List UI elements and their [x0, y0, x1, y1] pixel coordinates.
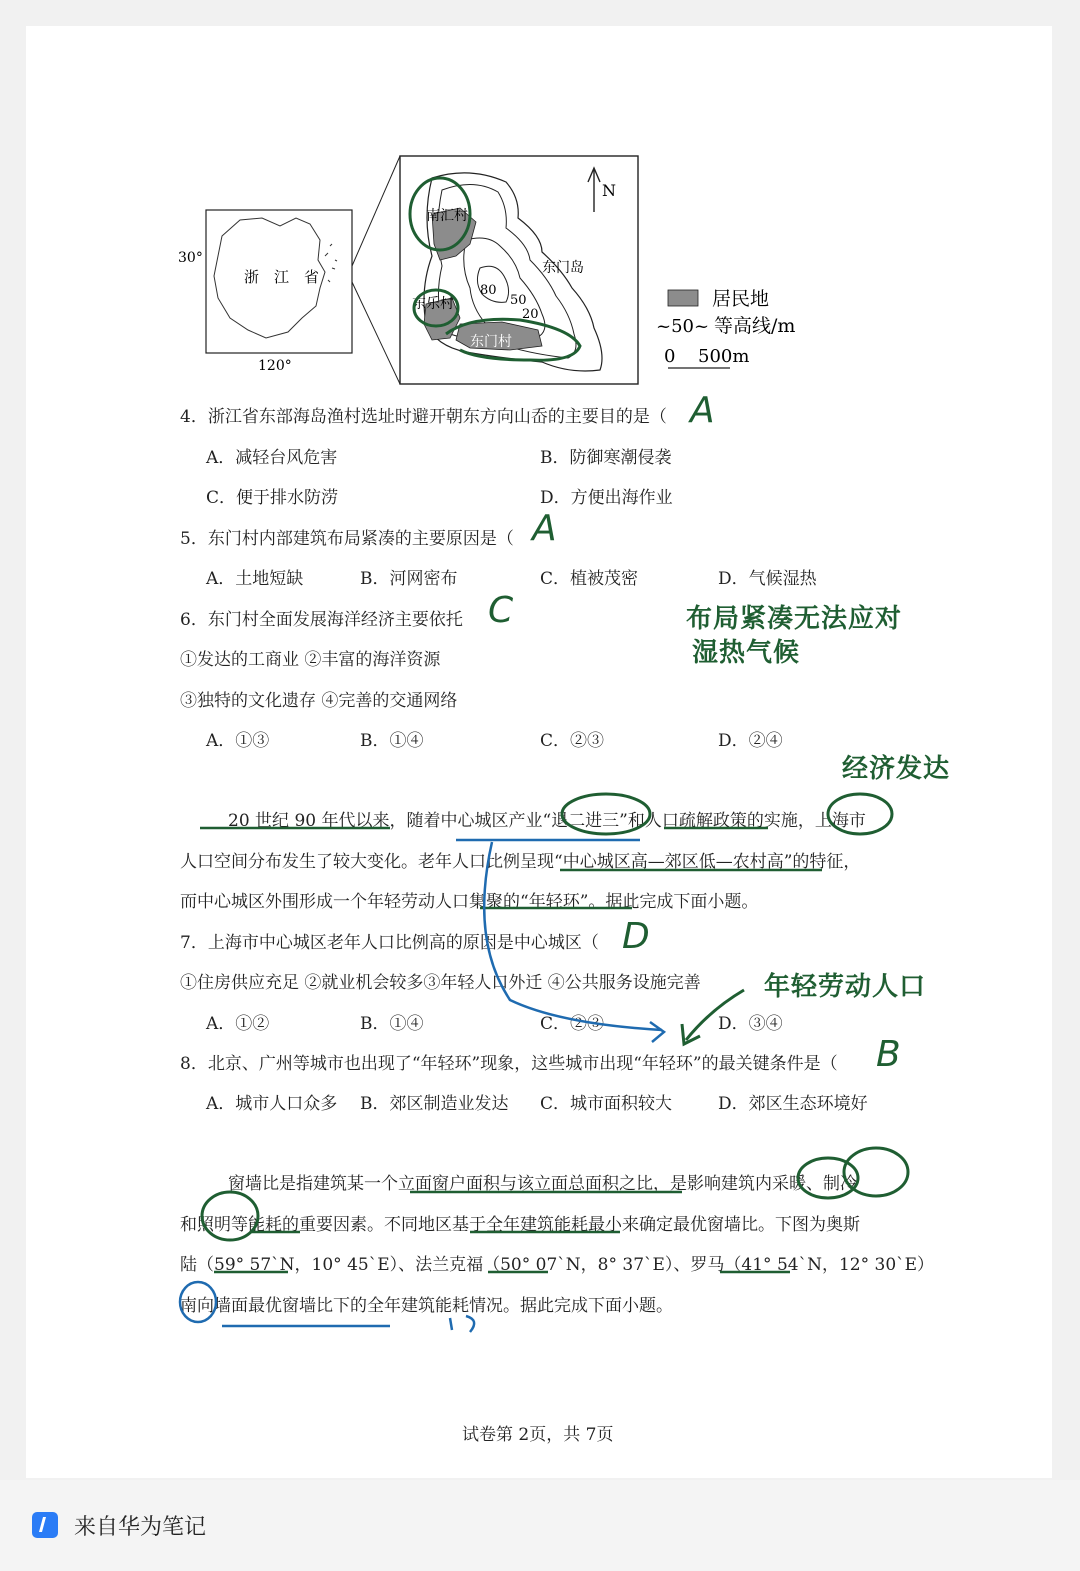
handwritten-note-young-labor: 年轻劳动人口: [764, 972, 927, 1002]
legend-scale-length: 500m: [698, 346, 750, 367]
passage1-line3: 而中心城区外围形成一个年轻劳动人口集聚的“年轻环”。据此完成下面小题。: [180, 892, 759, 912]
app-footer-label: 来自华为笔记: [74, 1515, 207, 1540]
q5-option-d: D．气候湿热: [718, 569, 817, 589]
province-label: 浙 江 省: [244, 268, 320, 286]
legend-settlement-label: 居民地: [712, 288, 770, 310]
q7-option-a: A．①②: [206, 1014, 270, 1034]
q5-handwritten-answer: A: [532, 508, 557, 549]
lon-label: 120°: [258, 358, 292, 374]
q6-option-b: B．①④: [360, 731, 424, 751]
q5-option-a: A．土地短缺: [206, 569, 304, 589]
contour-label-80: 80: [480, 283, 497, 298]
handwritten-note-economy: 经济发达: [842, 754, 951, 784]
contour-label-50: 50: [510, 293, 527, 308]
q4-option-b: B．防御寒潮侵袭: [540, 448, 672, 468]
q7-statements: ①住房供应充足 ②就业机会较多③年轻人口外迁 ④公共服务设施完善: [180, 973, 701, 993]
q4-option-d: D．方便出海作业: [540, 488, 673, 508]
lat-label: 30°: [178, 250, 203, 266]
legend-scale-zero: 0: [664, 346, 676, 367]
huawei-notes-icon: [32, 1512, 58, 1538]
q6-option-c: C．②③: [540, 731, 605, 751]
q7-option-c: C．②③: [540, 1014, 605, 1034]
q6-statements-2: ③独特的文化遗存 ④完善的交通网络: [180, 691, 458, 711]
handwritten-note-climate: 湿热气候: [692, 638, 801, 668]
q7-option-b: B．①④: [360, 1014, 424, 1034]
place-nanhui: 南汇村: [426, 208, 468, 224]
page-number: 试卷第 2页，共 7页: [462, 1425, 614, 1445]
passage1-line2: 人口空间分布发生了较大变化。老年人口比例呈现“中心城区高—郊区低—农村高”的特征，: [180, 852, 861, 872]
q8-stem: 8．北京、广州等城市也出现了“年轻环”现象，这些城市出现“年轻环”的最关键条件是（: [180, 1054, 838, 1074]
q4-handwritten-answer: A: [690, 390, 715, 431]
passage2-line1: 窗墙比是指建筑某一个立面窗户面积与该立面总面积之比，是影响建筑内采暖、制冷: [228, 1174, 857, 1194]
q8-option-a: A．城市人口众多: [206, 1094, 338, 1114]
q5-option-c: C．植被茂密: [540, 569, 639, 589]
q8-option-c: C．城市面积较大: [540, 1094, 673, 1114]
passage2-line4: 南向墙面最优窗墙比下的全年建筑能耗情况。据此完成下面小题。: [180, 1296, 673, 1316]
q8-option-b: B．郊区制造业发达: [360, 1094, 509, 1114]
q7-option-d: D．③④: [718, 1014, 783, 1034]
passage1-line1: 20 世纪 90 年代以来，随着中心城区产业“退二进三”和人口疏解政策的实施，上海市: [228, 811, 866, 831]
contour-label-20: 20: [522, 307, 539, 322]
q4-option-a: A．减轻台风危害: [206, 448, 338, 468]
handwritten-note-layout: 布局紧凑无法应对: [686, 604, 903, 634]
north-label: N: [602, 181, 616, 200]
app-footer-bar: [0, 1480, 1080, 1571]
q6-statements-1: ①发达的工商业 ②丰富的海洋资源: [180, 650, 441, 670]
q6-option-a: A．①③: [206, 731, 270, 751]
place-dongmen-island: 东门岛: [542, 260, 584, 276]
passage2-line2: 和照明等能耗的重要因素。不同地区基于全年建筑能耗最小来确定最优窗墙比。下图为奥斯: [180, 1215, 860, 1235]
q5-option-b: B．河网密布: [360, 569, 458, 589]
q7-handwritten-answer: D: [622, 916, 650, 957]
q7-stem: 7．上海市中心城区老年人口比例高的原因是中心城区（: [180, 933, 599, 953]
q8-option-d: D．郊区生态环境好: [718, 1094, 868, 1114]
place-dongmen-village: 东门村: [470, 334, 512, 350]
passage2-line3: 陆（59° 57`N，10° 45`E）、法兰克福（50° 07`N，8° 37`E）、罗马（41° 54`N，12° 30`E）: [180, 1255, 935, 1275]
legend-contour-symbol: ~50~: [656, 316, 710, 337]
legend-contour-label: 等高线/m: [714, 315, 796, 337]
q4-stem: 4．浙江省东部海岛渔村选址时避开朝东方向山岙的主要目的是（: [180, 407, 667, 427]
q4-option-c: C．便于排水防涝: [206, 488, 339, 508]
q6-stem: 6．东门村全面发展海洋经济主要依托: [180, 610, 463, 630]
q6-handwritten-answer: C: [488, 590, 514, 631]
q6-option-d: D．②④: [718, 731, 783, 751]
place-dongle: 东乐村: [412, 296, 454, 312]
q5-stem: 5．东门村内部建筑布局紧凑的主要原因是（: [180, 529, 514, 549]
q8-handwritten-answer: B: [876, 1034, 901, 1075]
